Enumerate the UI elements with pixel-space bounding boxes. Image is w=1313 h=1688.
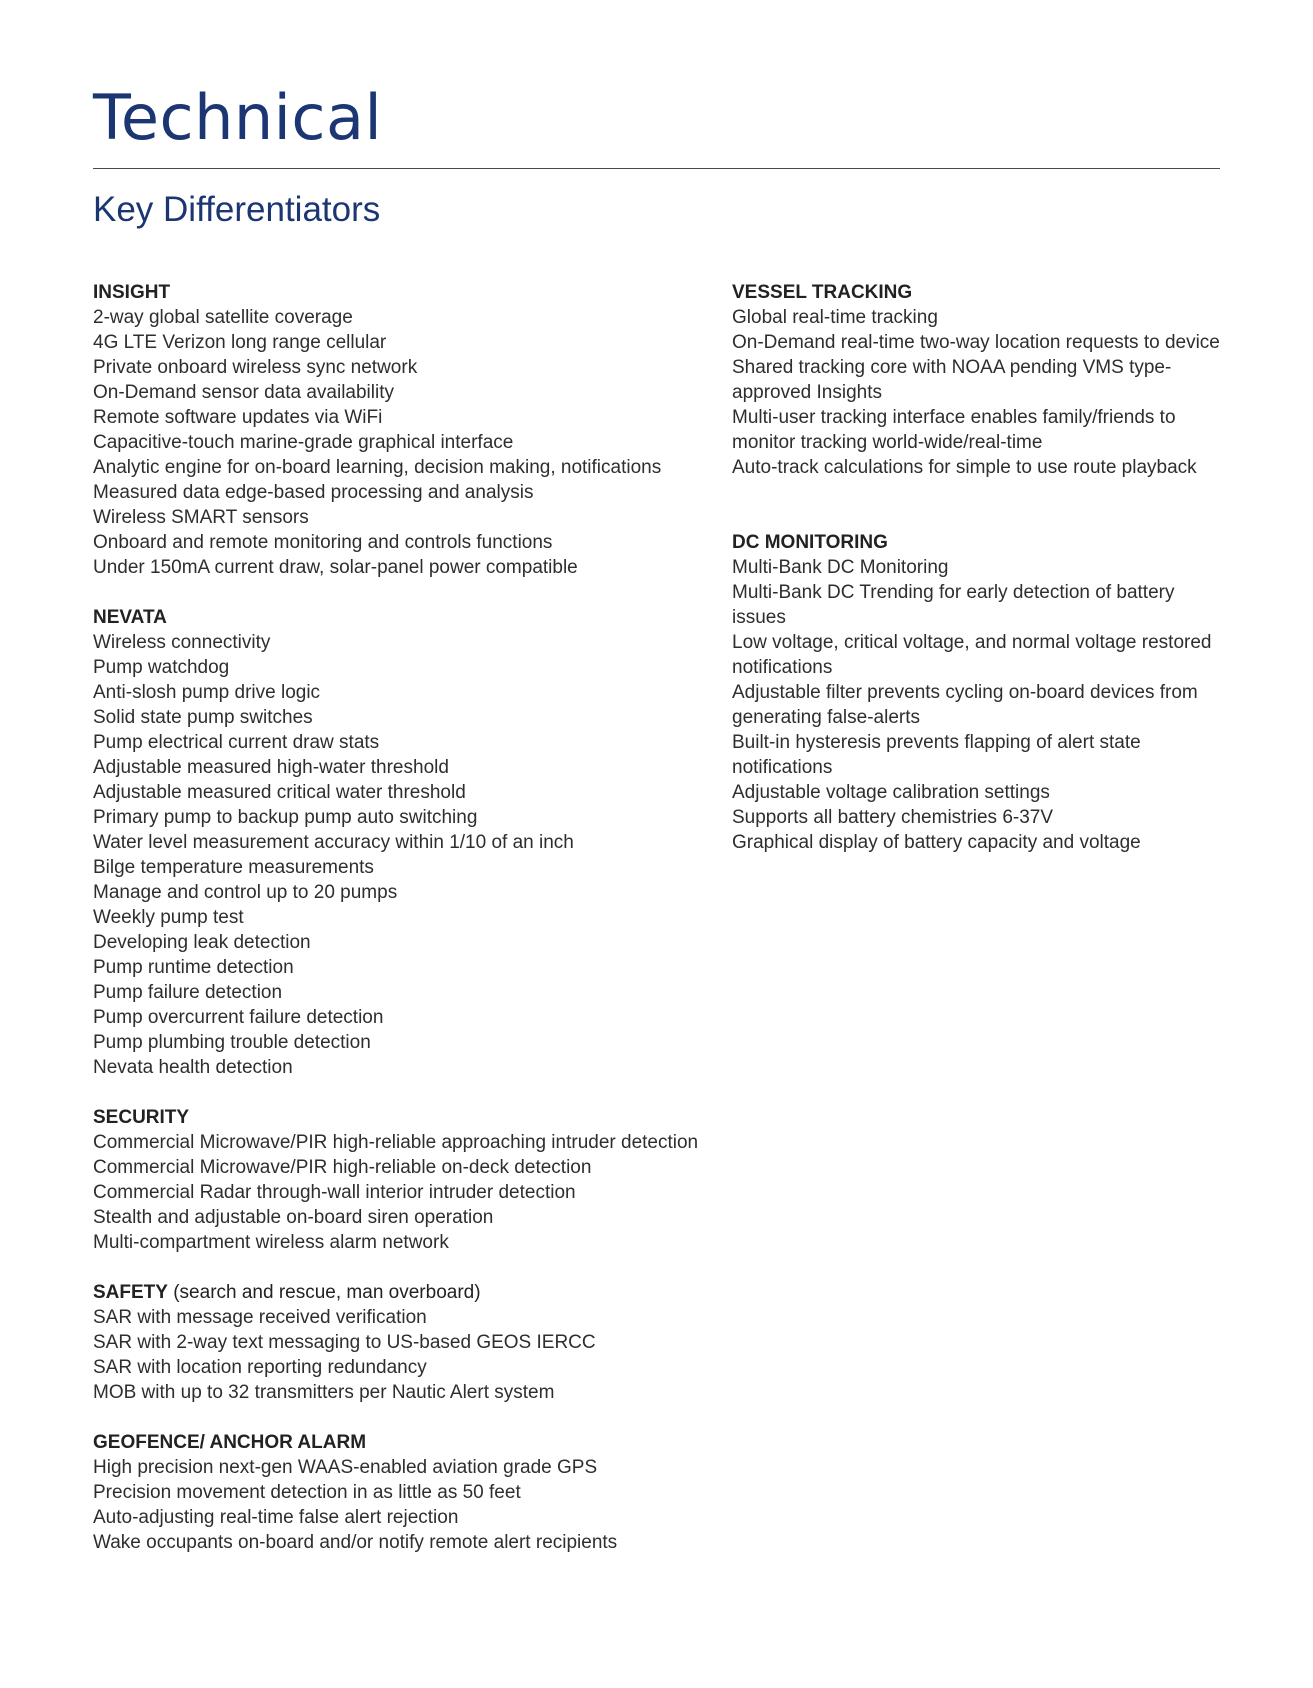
list-item: Solid state pump switches (93, 707, 313, 728)
list-item: Capacitive-touch marine-grade graphical interface (93, 432, 514, 453)
list-item: Shared tracking core with NOAA pending VMS type-approved Insights (732, 357, 1172, 403)
list-item: Remote software updates via WiFi (93, 407, 383, 428)
section-geofence (93, 1430, 733, 1555)
list-item: Adjustable measured high-water threshold (93, 757, 449, 778)
section-vessel-tracking (732, 280, 1224, 480)
list-item: Multi-Bank DC Trending for early detection of battery issues (732, 582, 1175, 628)
list-item: Onboard and remote monitoring and controls functions (93, 532, 553, 553)
list-item: SAR with 2-way text messaging to US-based GEOS IERCC (93, 1332, 596, 1353)
page-title: Technical (93, 81, 383, 154)
feature-list (93, 305, 733, 580)
list-item: Weekly pump test (93, 907, 244, 928)
section-heading: INSIGHT (93, 282, 171, 303)
list-item: SAR with location reporting redundancy (93, 1357, 427, 1378)
list-item: Precision movement detection in as little as 50 feet (93, 1482, 521, 1503)
list-item: Auto-track calculations for simple to use route playback (732, 457, 1197, 478)
list-item: Nevata health detection (93, 1057, 293, 1078)
section-nevata (93, 605, 733, 1080)
list-item: Multi-Bank DC Monitoring (732, 557, 949, 578)
section-heading-label: SAFETY (93, 1282, 168, 1303)
section-heading: NEVATA (93, 607, 167, 628)
list-item: Supports all battery chemistries 6-37V (732, 807, 1054, 828)
list-item: Global real-time tracking (732, 307, 938, 328)
list-item: Developing leak detection (93, 932, 311, 953)
list-item: Analytic engine for on-board learning, decision making, notifications (93, 457, 662, 478)
list-item: 4G LTE Verizon long range cellular (93, 332, 387, 353)
list-item: Auto-adjusting real-time false alert rejection (93, 1507, 459, 1528)
section-safety (93, 1280, 733, 1405)
list-item: Measured data edge-based processing and analysis (93, 482, 534, 503)
list-item: Pump failure detection (93, 982, 283, 1003)
section-dc-monitoring (732, 530, 1224, 855)
title-divider (93, 168, 1220, 169)
section-heading: SECURITY (93, 1107, 190, 1128)
section-insight (93, 280, 733, 580)
list-item: Low voltage, critical voltage, and normal voltage restored notifications (732, 632, 1212, 678)
list-item: Built-in hysteresis prevents flapping of alert state notifications (732, 732, 1141, 778)
page-subtitle: Key Differentiators (93, 190, 381, 229)
list-item: MOB with up to 32 transmitters per Nautic Alert system (93, 1382, 555, 1403)
feature-list (93, 1455, 733, 1555)
list-item: Wireless SMART sensors (93, 507, 309, 528)
list-item: Anti-slosh pump drive logic (93, 682, 321, 703)
feature-list (732, 555, 1224, 855)
list-item: Commercial Microwave/PIR high-reliable approaching intruder detection (93, 1132, 699, 1153)
right-column (732, 280, 1224, 880)
left-column (93, 280, 733, 1580)
section-security (93, 1105, 733, 1255)
list-item: Multi-compartment wireless alarm network (93, 1232, 449, 1253)
list-item: Pump plumbing trouble detection (93, 1032, 371, 1053)
feature-list (93, 1305, 733, 1405)
section-heading: GEOFENCE/ ANCHOR ALARM (93, 1432, 367, 1453)
list-item: Wireless connectivity (93, 632, 271, 653)
list-item: SAR with message received verification (93, 1307, 427, 1328)
feature-list (93, 1130, 733, 1255)
list-item: Commercial Radar through-wall interior intruder detection (93, 1182, 576, 1203)
feature-list (732, 305, 1224, 480)
list-item: Under 150mA current draw, solar-panel power compatible (93, 557, 578, 578)
list-item: Multi-user tracking interface enables family/friends to monitor tracking world-wide/real-time (732, 407, 1176, 453)
list-item: On-Demand real-time two-way location requests to device (732, 332, 1220, 353)
list-item: Stealth and adjustable on-board siren operation (93, 1207, 494, 1228)
list-item: Pump electrical current draw stats (93, 732, 380, 753)
list-item: Graphical display of battery capacity and voltage (732, 832, 1141, 853)
section-heading-note: (search and rescue, man overboard) (167, 1282, 481, 1303)
list-item: On-Demand sensor data availability (93, 382, 394, 403)
list-item: 2-way global satellite coverage (93, 307, 353, 328)
section-heading: VESSEL TRACKING (732, 282, 913, 303)
section-heading (93, 1280, 733, 1305)
list-item: Manage and control up to 20 pumps (93, 882, 398, 903)
section-heading: DC MONITORING (732, 532, 888, 553)
list-item: Pump overcurrent failure detection (93, 1007, 384, 1028)
list-item: Pump watchdog (93, 657, 230, 678)
list-item: Private onboard wireless sync network (93, 357, 418, 378)
list-item: Adjustable voltage calibration settings (732, 782, 1050, 803)
list-item: High precision next-gen WAAS-enabled aviation grade GPS (93, 1457, 598, 1478)
list-item: Water level measurement accuracy within 1/10 of an inch (93, 832, 574, 853)
list-item: Adjustable measured critical water threshold (93, 782, 466, 803)
list-item: Bilge temperature measurements (93, 857, 374, 878)
list-item: Adjustable filter prevents cycling on-board devices from generating false-alerts (732, 682, 1198, 728)
feature-list (93, 630, 733, 1080)
list-item: Commercial Microwave/PIR high-reliable on-deck detection (93, 1157, 592, 1178)
list-item: Primary pump to backup pump auto switching (93, 807, 478, 828)
list-item: Wake occupants on-board and/or notify remote alert recipients (93, 1532, 618, 1553)
list-item: Pump runtime detection (93, 957, 294, 978)
